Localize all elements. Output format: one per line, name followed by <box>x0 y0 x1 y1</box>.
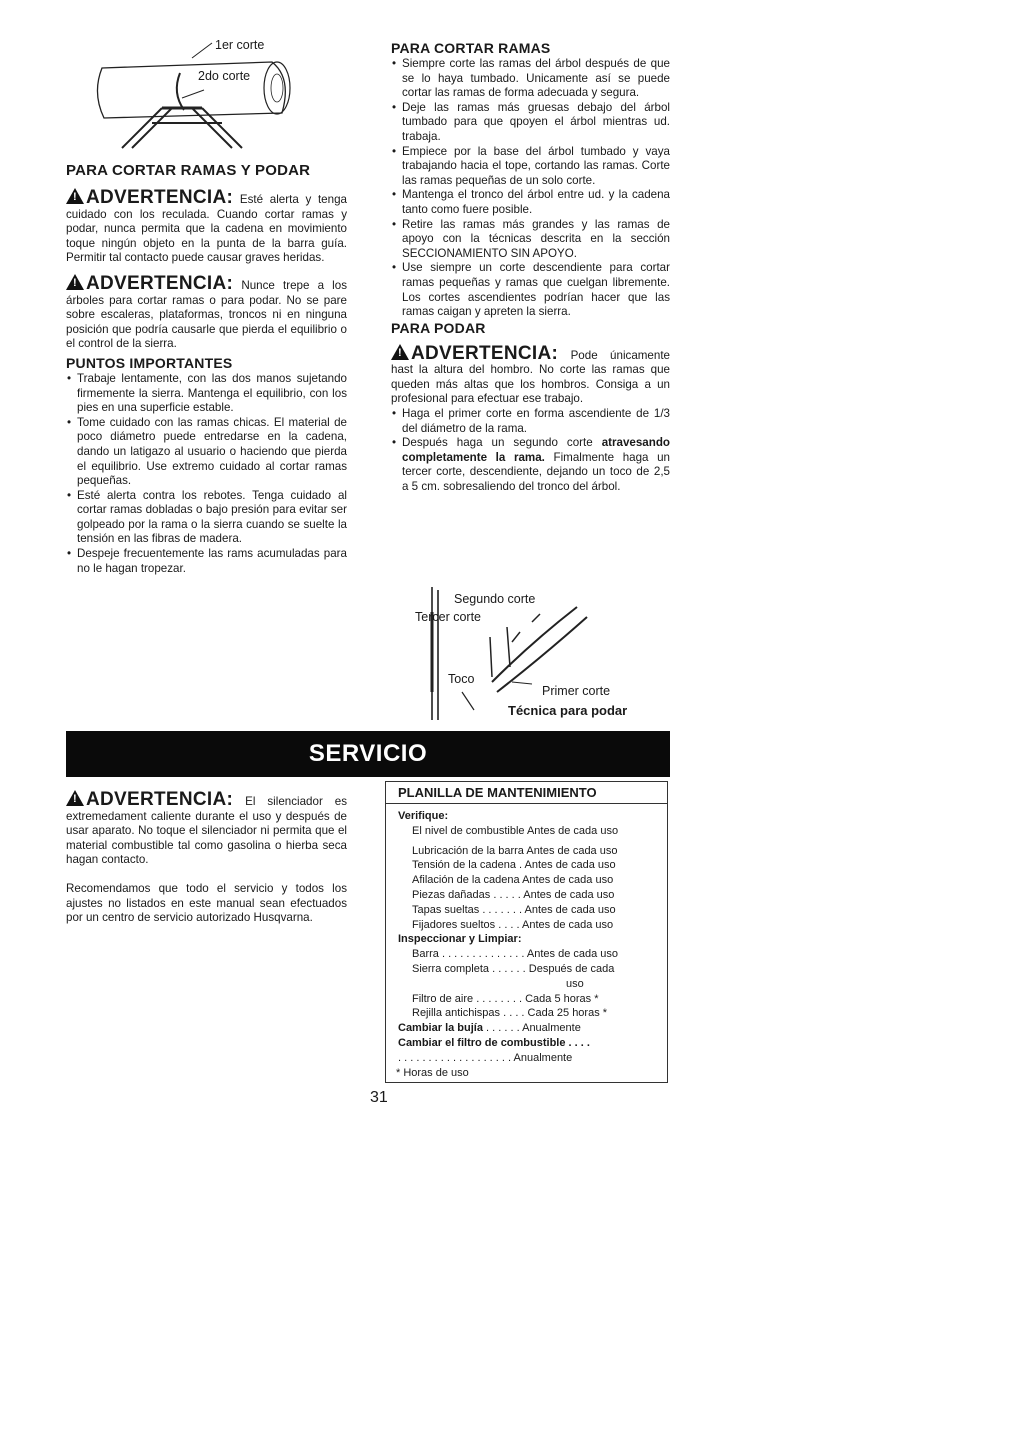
servicio-title: SERVICIO <box>308 740 428 767</box>
left-column <box>66 162 347 576</box>
maint-row: . . . . . . . . . . . . . . . . . . . Anualmente <box>398 1051 573 1064</box>
fig2-segundo: Segundo corte <box>454 592 536 606</box>
right-column <box>391 40 670 495</box>
warning-label: ADVERTENCIA: <box>86 272 234 294</box>
maint-row: Tensión de la cadena . Antes de cada uso <box>412 859 616 872</box>
list-item: • Despeje frecuentemente las rams acumuladas para no le hagan tropezar. <box>66 547 347 576</box>
warning-1-text: Esté alerta y tenga cuidado con los reculada. Cuando cortar ramas y podar, nunca permita que la cadena en movimiento toque ningún objeto en la punta de la barra guía. Permitir tal contacto puede causar graves heridas. <box>66 193 347 265</box>
inspeccionar-label: Inspeccionar y Limpiar: <box>398 933 522 946</box>
puntos-list <box>66 372 347 576</box>
podar-list <box>391 407 670 495</box>
podar-b2-c: Fimalmente haga un tercer corte, descendiente, dejando un toco de 2,5 a 5 cm. sobresaliendo del tronco del árbol. <box>402 450 670 494</box>
warning-1 <box>66 188 347 266</box>
maint-footnote: * Horas de uso <box>396 1066 469 1079</box>
warning-icon <box>66 274 84 290</box>
heading-cortar-ramas-podar: PARA CORTAR RAMAS Y PODAR <box>66 162 311 179</box>
warning-icon <box>66 188 84 204</box>
podar-b2-bold: atravesando completamente la rama. <box>402 436 670 464</box>
warning-3 <box>391 344 670 407</box>
page-number: 31 <box>370 1089 388 1106</box>
list-item <box>391 436 670 494</box>
log-sawhorse-illustration <box>92 38 302 158</box>
warning-label: ADVERTENCIA: <box>86 187 234 208</box>
maint-row: Lubricación de la barra Antes de cada uso <box>412 844 618 857</box>
podar-b2-a: Después haga un segundo corte <box>402 436 593 450</box>
warning-icon <box>391 344 409 360</box>
figure-pruning <box>412 582 652 722</box>
bujia-value: . . . . . . Anualmente <box>482 1022 581 1035</box>
servicio-banner <box>66 731 670 777</box>
fig1-label-1er: 1er corte <box>215 38 265 52</box>
warning-label: ADVERTENCIA: <box>86 789 234 810</box>
maintenance-title: PLANILLA DE MANTENIMIENTO <box>398 785 597 800</box>
maint-row: Tapas sueltas . . . . . . . Antes de cada uso <box>412 903 616 916</box>
list-item: • Trabaje lentamente, con las dos manos sujetando firmemente la sierra. Mantenga el equilibrio, con los pies en una superficie estable. <box>66 372 347 416</box>
maint-row: El nivel de combustible Antes de cada uso <box>412 824 619 837</box>
list-item: • Mantenga el tronco del árbol entre ud. y la cadena tanto como fuere posible. <box>391 188 670 217</box>
warning-2-text: Nunce trepe a los árboles para cortar ramas o para podar. No se pare sobre escaleras, plataformas, troncos ni en ninguna posición que podría causarle que pierda el equilibrio o el control de la sierra. <box>66 278 347 351</box>
maint-row: Filtro de aire . . . . . . . . Cada 5 horas * <box>412 992 599 1005</box>
fig2-tercer: Tercer corte <box>415 610 481 624</box>
heading-puntos-importantes: PUNTOS IMPORTANTES <box>66 354 233 371</box>
list-item: • Use siempre un corte descendiente para cortar ramas pequeñas y ramas que cuelgan libremente. Los cortes ascendientes podrían hacer que las ramas caigan y apreten la sierra. <box>391 261 670 319</box>
filtro-combustible-label: Cambiar el filtro de combustible . . . . <box>398 1036 590 1049</box>
list-item: • Haga el primer corte en forma ascendiente de 1/3 del diámetro de la rama. <box>391 407 670 436</box>
figure-log-cutting <box>92 38 302 158</box>
warning-label: ADVERTENCIA: <box>411 342 559 364</box>
cortar-ramas-list <box>391 57 670 320</box>
warning-4 <box>66 790 347 868</box>
warning-2 <box>66 274 347 352</box>
servicio-paragraph: Recomendamos que todo el servicio y todos los ajustes no listados en este manual sean efectuados por un centro de servicio autorizado Husqvarna. <box>66 881 347 925</box>
warning-4-text: El silenciador es extremedament caliente durante el uso y después de usar aparato. No toque el silenciador ni permita que el material combustible tal como gasolina o hierba seca hagan contacto. <box>66 795 347 867</box>
verifique-label: Verifique: <box>398 810 449 822</box>
heading-para-podar: PARA PODAR <box>391 319 486 336</box>
list-item: • Tome cuidado con las ramas chicas. El material de poco diámetro puede entredarse en la cadena, dando un latigazo al usuario o haciendo que pierda el equilibrio. Use extremo cuidado al cortar ramas pequeñas. <box>66 416 347 489</box>
servicio-left <box>66 790 347 926</box>
list-item: • Retire las ramas más grandes y las ramas de apoyo con la técnicas descrita en la sección SECCIONAMIENTO SIN APOYO. <box>391 218 670 262</box>
maint-row <box>398 1021 667 1036</box>
maintenance-body <box>386 804 667 1080</box>
fig2-primer: Primer corte <box>542 684 611 698</box>
maint-row: Afilación de la cadena Antes de cada uso <box>412 874 614 887</box>
maint-row: Piezas dañadas . . . . . Antes de cada uso <box>412 888 615 901</box>
fig2-caption: Técnica para podar <box>508 703 628 718</box>
maintenance-schedule-box <box>385 781 668 1083</box>
maint-row: Barra . . . . . . . . . . . . . . Antes de cada uso <box>412 948 619 961</box>
list-item: • Esté alerta contra los rebotes. Tenga cuidado al cortar ramas dobladas o bajo presión para evitar ser golpeado por la rama o la sierra cuando se suelte la tensión en las fibras de madera. <box>66 489 347 547</box>
list-item: • Siempre corte las ramas del árbol después de que se lo haya tumbado. Unicamente así se puede cortar las ramas de forma adecuada y segura. <box>391 57 670 101</box>
warning-3-text: Pode únicamente hast la altura del hombro. No corte las ramas que queden más altas que los hombros. Consiga a un profesional para efectuar ese trabajo. <box>391 348 670 406</box>
maint-row: Sierra completa . . . . . . Después de cada <box>412 962 615 975</box>
maint-row: Rejilla antichispas . . . . Cada 25 horas * <box>412 1007 608 1020</box>
fig2-toco: Toco <box>448 672 475 686</box>
fig1-label-2do: 2do corte <box>198 69 251 83</box>
heading-cortar-ramas: PARA CORTAR RAMAS <box>391 40 551 56</box>
warning-icon <box>66 790 84 806</box>
maint-row: Fijadores sueltos . . . . Antes de cada uso <box>412 918 614 931</box>
maint-row-cont: uso <box>566 977 584 990</box>
list-item: • Deje las ramas más gruesas debajo del árbol tumbado para que qpoyen el árbol mientras ud. trabaja. <box>391 101 670 145</box>
list-item: • Empiece por la base del árbol tumbado y vaya trabajando hacia el tope, cortando las ramas. Corte las ramas pequeñas de un solo corte. <box>391 145 670 189</box>
bujia-label: Cambiar la bujía <box>398 1022 483 1035</box>
